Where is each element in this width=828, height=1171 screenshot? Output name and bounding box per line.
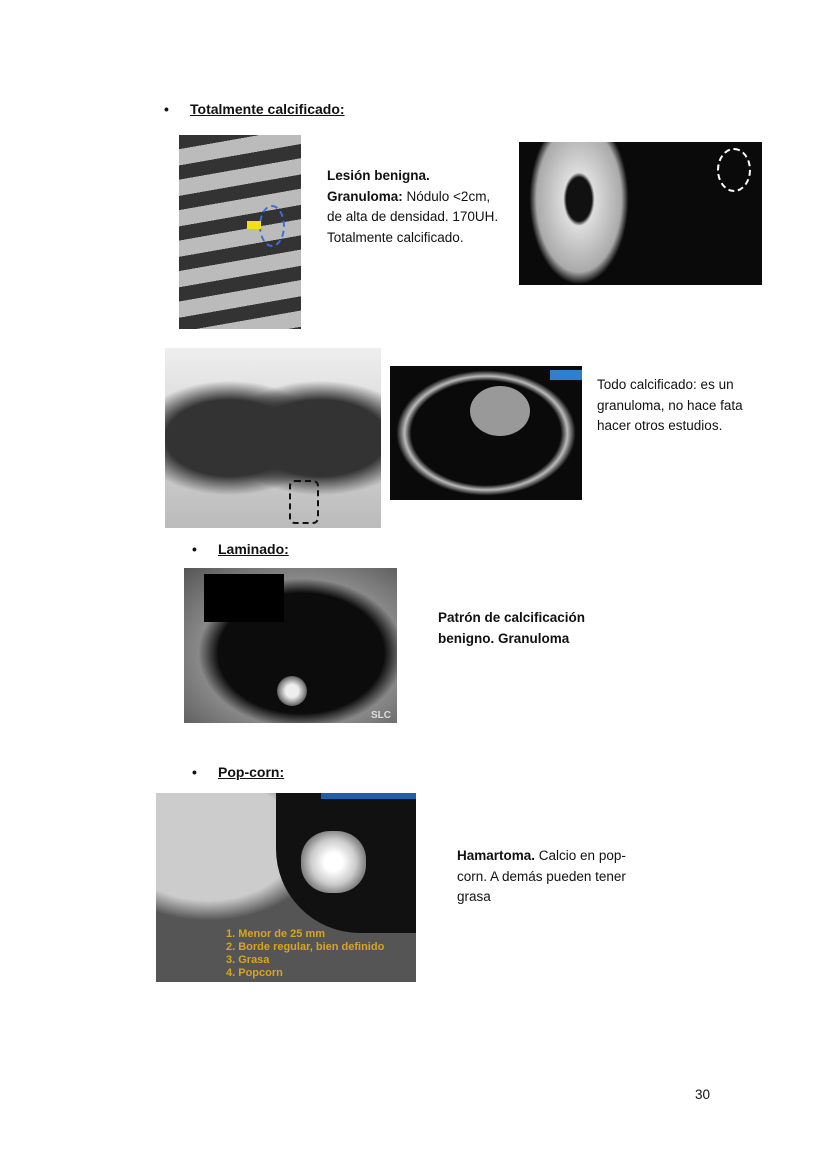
arrow-icon (247, 221, 261, 229)
ct-thorax-image (390, 366, 582, 500)
page-number: 30 (694, 1087, 710, 1102)
chest-xray-detail-image (179, 135, 301, 329)
ct-laminado-image (184, 568, 397, 723)
heading-totalmente-calcificado: • Totalmente calcificado: (190, 101, 345, 117)
nodule-outline (717, 148, 751, 192)
description-all-calcified: Todo calcificado: es un granuloma, no hace fata hacer otros estudios. (597, 377, 743, 433)
ct-popcorn-image (156, 793, 416, 982)
nodule-outline (289, 480, 319, 524)
description-laminado: Patrón de calcificación benigno. Granuloma (438, 610, 586, 646)
nodule-outline (259, 205, 285, 247)
chest-xray-pa-image (165, 348, 381, 528)
description-popcorn: Hamartoma. Calcio en pop-corn. A demás pueden tener grasa (457, 848, 626, 904)
image-watermark: SLC (371, 710, 391, 721)
ct-mediastinum-image (519, 142, 762, 285)
description-calcified: Lesión benigna. Granuloma: Nódulo <2cm, de alta de densidad. 170UH. Totalmente calcificado. (327, 168, 499, 245)
heading-laminado: • Laminado: (218, 541, 289, 557)
heading-pop-corn: • Pop-corn: (218, 764, 284, 780)
image-label-list: 1. Menor de 25 mm 2. Borde regular, bien definido 3. Grasa 4. Popcorn (226, 928, 385, 979)
